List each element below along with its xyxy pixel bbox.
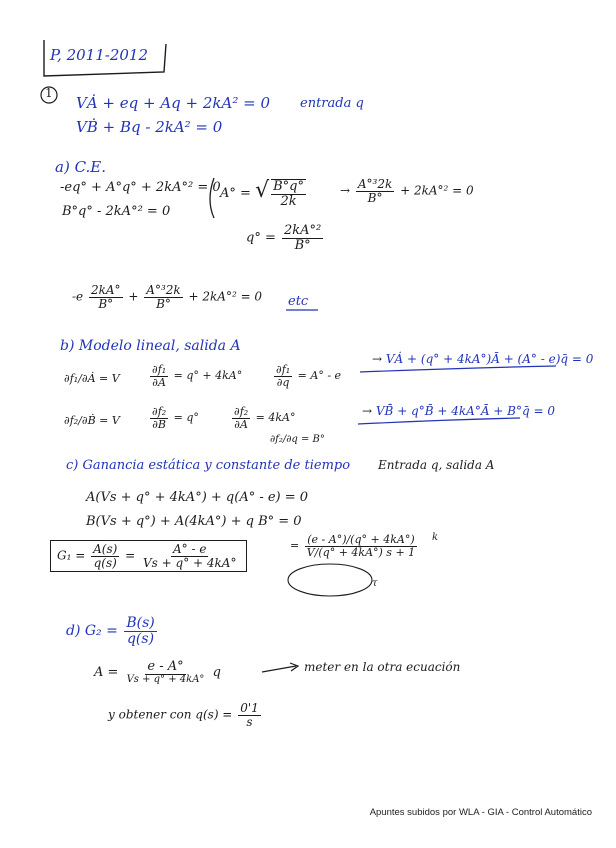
a-lhs: A =	[94, 665, 119, 681]
obtain-note	[108, 702, 263, 728]
gain-k-label: k	[432, 532, 439, 543]
step-denominator: s	[246, 714, 253, 729]
steady-state-eq-2: B°q° - 2kA°² = 0	[62, 204, 171, 219]
a0-solution	[220, 178, 308, 208]
sub1-tail: + 2kA°² = 0	[400, 183, 474, 198]
d3-denominator: ∂q	[276, 375, 290, 389]
sub2-tail: + 2kA°² = 0	[188, 289, 263, 304]
linearized-eq-2	[362, 404, 555, 418]
d2-denominator: ∂A	[152, 375, 166, 389]
q0-fraction	[282, 224, 323, 252]
d6-numerator: ∂f₂	[234, 405, 249, 418]
d5-value: = q°	[173, 411, 199, 425]
etc-note: etc	[288, 294, 309, 309]
g1-box: G₁ = $\frac{A(s)}{q(s)}$ = $\frac{A^\circ - e}{Vs + q^\circ + 4kA^\circ}$	[50, 540, 247, 572]
g1-rhs-denominator: Vs + q° + 4kA°	[143, 555, 237, 570]
sub2-f1-denominator: B°	[98, 296, 114, 311]
g1-denominator: q(s)	[93, 555, 117, 570]
d6-denominator: ∂A	[234, 417, 248, 431]
a-denominator: Vs + q° + 4kA°	[126, 673, 205, 685]
sub2-f2-numerator: A°³2k	[146, 283, 181, 297]
q0-lhs: q° =	[246, 230, 276, 246]
g1-standard-form: = $\frac{(e - A^\circ)/(q^\circ + 4kA^\circ)}{V/(q^\circ + 4kA^\circ) s + 1}$	[290, 533, 416, 559]
linearized-eq-1-text: VȦ + (q° + 4kA°)Ā + (A° - e)q̄ = 0	[385, 352, 594, 366]
a-numerator: e - A°	[147, 659, 184, 674]
d2-numerator: ∂f₁	[152, 363, 167, 376]
sub2-f1-numerator: 2kA°	[90, 283, 121, 297]
d6-value: = 4kA°	[255, 411, 296, 425]
part-d-heading	[66, 616, 159, 646]
d3-value: = A° - e	[297, 369, 342, 383]
d5-denominator: ∂B	[152, 417, 166, 431]
laplace-eq-1: A(Vs + q° + 4kA°) + q(A° - e) = 0	[86, 490, 309, 505]
partial-f2-b	[148, 406, 199, 430]
linearized-eq-2-text: VB̄̇ + q°B̄ + 4kA°Ā + B°q̄ = 0	[375, 404, 555, 418]
equation-2: VḂ + Bq - 2kA² = 0	[76, 118, 223, 136]
input-output-label: Entrada q, salida A	[378, 458, 495, 472]
sub2-fraction-1	[89, 284, 123, 310]
substitution-1	[340, 178, 474, 204]
laplace-eq-2: B(Vs + q°) + A(4kA°) + q B° = 0	[86, 514, 302, 529]
d2-value: = q° + 4kA°	[173, 369, 243, 383]
partial-f2-bdot: ∂f₂/∂Ḃ = V	[64, 414, 120, 427]
a0-fraction	[271, 179, 306, 208]
d5-numerator: ∂f₂	[152, 405, 167, 418]
a-expression	[94, 660, 221, 685]
arrow-right-icon: →	[340, 183, 351, 198]
step-numerator: 0'1	[240, 701, 259, 715]
equation-1: VȦ + eq + Aq + 2kA² = 0	[76, 94, 271, 112]
partial-f2-q: ∂f₂/∂q = B°	[270, 434, 325, 445]
part-d-heading-text: d) G₂ =	[66, 623, 123, 640]
q0-solution	[246, 224, 325, 252]
a0-lhs: A° =	[220, 186, 251, 201]
substitute-note: meter en la otra ecuación	[304, 660, 461, 674]
obtain-text: y obtener con q(s) =	[108, 707, 233, 722]
part-a-heading: a) C.E.	[55, 158, 106, 176]
sqrt-icon: √	[255, 178, 270, 203]
a0-denominator: 2k	[280, 193, 297, 209]
alt-denominator: V/(q° + 4kA°) s + 1	[306, 545, 416, 559]
steady-state-eq-1: -eq° + A°q° + 2kA°² = 0	[60, 180, 221, 195]
g2-numerator: B(s)	[126, 615, 155, 631]
sub2-lead: -e	[72, 289, 84, 304]
g2-denominator: q(s)	[126, 630, 155, 647]
page-title: P, 2011-2012	[50, 46, 149, 64]
linearized-eq-1	[372, 352, 593, 366]
time-constant-label: τ	[372, 578, 378, 589]
sub2-fraction-2	[144, 284, 182, 310]
d3-numerator: ∂f₁	[276, 363, 291, 376]
input-label: entrada q	[300, 96, 364, 111]
footer-credit: Apuntes subidos por WLA - GIA - Control Automático	[369, 807, 592, 818]
partial-f1-adot: ∂f₁/∂Ȧ = V	[64, 372, 120, 385]
q0-denominator: B°	[294, 237, 311, 253]
partial-f1-q	[272, 364, 341, 388]
part-b-heading: b) Modelo lineal, salida A	[60, 338, 241, 354]
sub1-denominator: B°	[367, 190, 383, 205]
g1-lhs: G₁ =	[57, 548, 90, 563]
g1-rhs-numerator: A° - e	[173, 542, 207, 556]
a0-numerator: B°q°	[273, 178, 304, 194]
substitution-2: -e $\frac{2kA^\circ}{B^\circ}$ + $\frac{\text{A°³2k}}{B^\circ}$ + 2kA°² = 0	[72, 283, 263, 311]
part-c-heading: c) Ganancia estática y constante de tiempo	[66, 458, 351, 473]
arrow-right-icon: →	[362, 404, 373, 418]
sub1-numerator: A°³2k	[357, 177, 393, 191]
partial-f1-a	[148, 364, 242, 388]
sub1-fraction	[356, 178, 394, 204]
arrow-right-icon: →	[372, 352, 383, 366]
alt-numerator: (e - A°)/(q° + 4kA°)	[307, 533, 415, 546]
q0-numerator: 2kA°²	[284, 223, 322, 238]
sub2-f2-denominator: B°	[156, 296, 171, 311]
g1-numerator: A(s)	[93, 542, 118, 556]
transfer-function-g1	[50, 540, 247, 572]
partial-f2-a	[230, 406, 296, 430]
problem-number: 1	[45, 86, 53, 100]
a-tail: q	[212, 665, 221, 681]
